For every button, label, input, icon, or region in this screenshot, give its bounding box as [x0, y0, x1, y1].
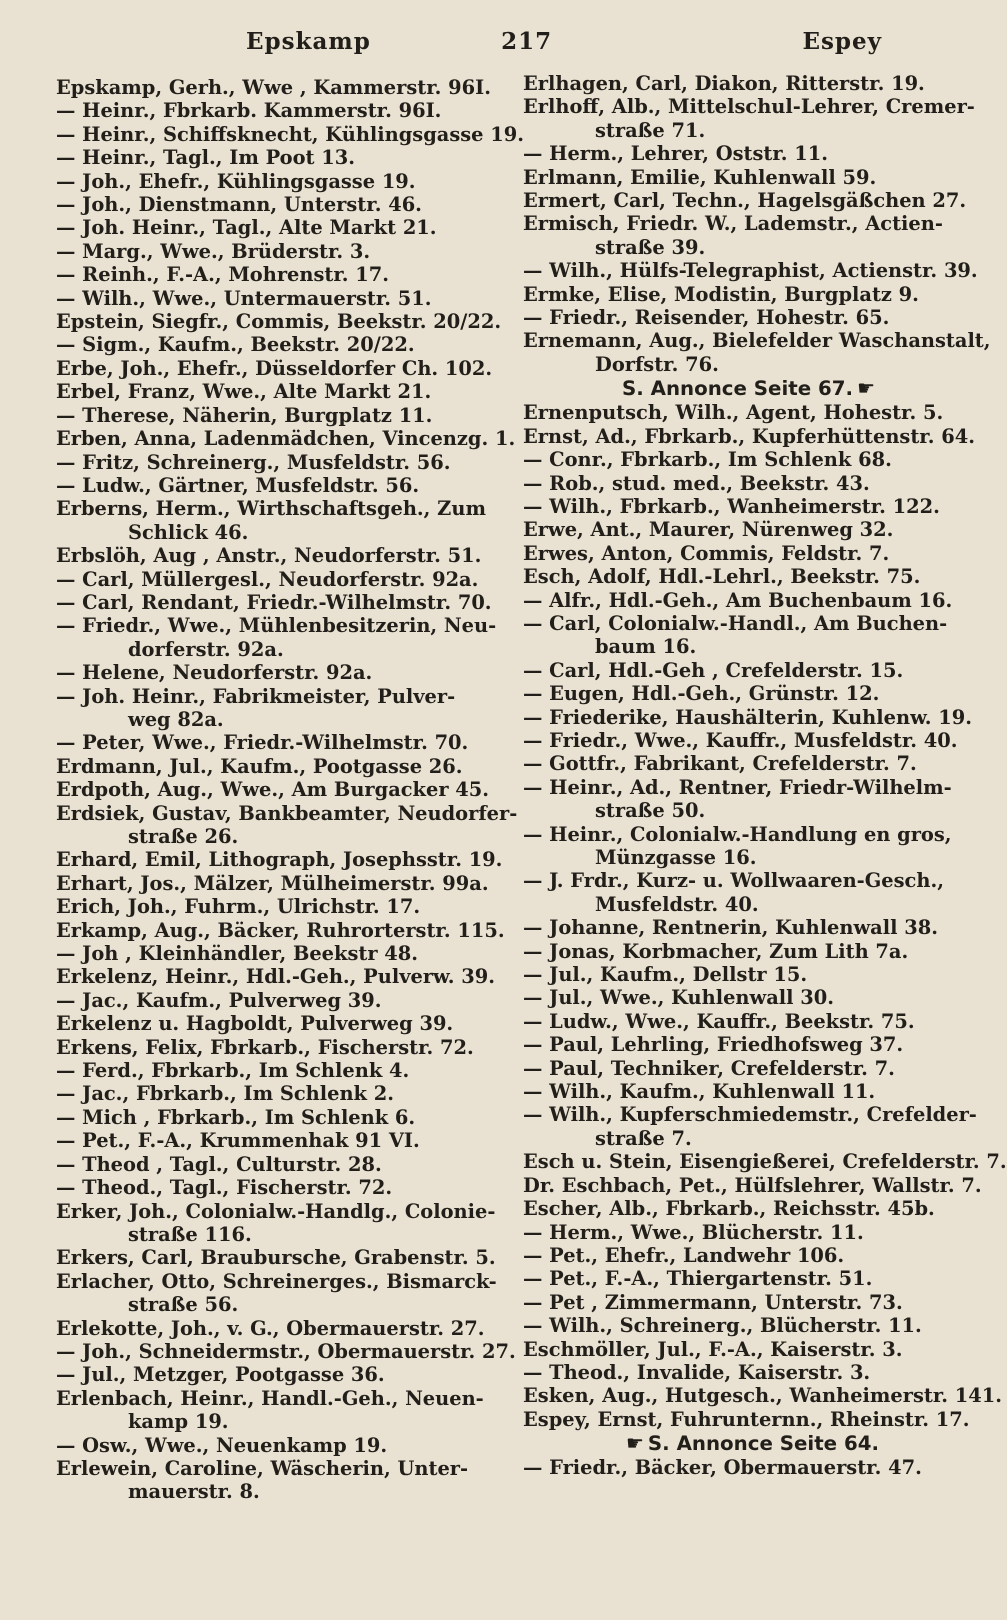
directory-entry — [56, 357, 491, 380]
entry-text: — Pet., F.-A., Krummenhak 91 VI. — [56, 1129, 420, 1153]
directory-entry — [56, 404, 491, 427]
directory-entry — [523, 1244, 958, 1267]
header-right-keyword: Espey — [802, 28, 882, 55]
directory-entry — [523, 495, 958, 518]
directory-entry — [523, 189, 967, 213]
entry-text: Ermke, Elise, Modistin, Burgplatz 9. — [523, 282, 919, 306]
directory-entry — [523, 1221, 958, 1244]
entry-text: — Ferd., Fbrkarb., Im Schlenk 4. — [56, 1059, 410, 1083]
entry-text: Ernemann, Aug., Bielefelder Waschanstalt, — [523, 329, 991, 353]
pointing-hand-icon: ☛ — [625, 1431, 644, 1456]
entry-text: — Herm., Wwe., Blücherstr. 11. — [523, 1220, 864, 1244]
entry-text: Esch u. Stein, Eisengießerei, Crefelderstr. 7. — [523, 1150, 1007, 1174]
entry-text: Erbe, Joh., Ehefr., Düsseldorfer Ch. 102. — [56, 356, 493, 380]
directory-entry — [523, 448, 958, 471]
entry-text: — Alfr., Hdl.-Geh., Am Buchenbaum 16. — [523, 588, 953, 612]
directory-entry — [56, 1153, 491, 1176]
entry-text: — Marg., Wwe., Brüderstr. 3. — [56, 239, 371, 263]
directory-entry — [56, 731, 491, 754]
directory-entry — [56, 1363, 491, 1386]
directory-entry — [523, 72, 958, 95]
entry-text: Erwe, Ant., Maurer, Nürenweg 32. — [523, 518, 894, 542]
entry-text: — Heinr., Ad., Rentner, Friedr-Wilhelm- — [523, 775, 952, 799]
entry-text: — Heinr., Colonialw.-Handlung en gros, — [523, 822, 952, 846]
entry-text: — Carl, Colonialw.-Handl., Am Buchen- — [523, 611, 948, 635]
directory-entry — [56, 263, 491, 286]
directory-entry — [523, 916, 958, 939]
entry-continuation: Musfeldstr. 40. — [595, 892, 759, 916]
directory-entry — [56, 99, 491, 122]
entry-text: — Osw., Wwe., Neuenkamp 19. — [56, 1433, 388, 1457]
directory-entry — [56, 76, 491, 99]
directory-entry — [523, 729, 958, 752]
directory-entry — [56, 1269, 497, 1317]
entry-continuation: straße 56. — [128, 1293, 239, 1317]
directory-entry — [523, 823, 958, 870]
entry-text: Ernst, Ad., Fbrkarb., Kupferhüttenstr. 64. — [523, 424, 975, 448]
entry-text: — Friederike, Haushälterin, Kuhlenw. 19. — [523, 705, 973, 729]
entry-text: Erlekotte, Joh., v. G., Obermauerstr. 27. — [56, 1316, 485, 1340]
entry-text: — Johanne, Rentnerin, Kuhlenwall 38. — [523, 916, 938, 940]
directory-entry — [523, 940, 958, 963]
entry-text: Erkens, Felix, Fbrkarb., Fischerstr. 72. — [56, 1035, 474, 1059]
directory-entry — [523, 1291, 958, 1314]
entry-text: — Peter, Wwe., Friedr.-Wilhelmstr. 70. — [56, 731, 469, 755]
entry-text: Erkelenz u. Hagboldt, Pulverweg 39. — [56, 1012, 454, 1036]
entry-text: — Joh. Heinr., Fabrikmeister, Pulver- — [56, 684, 456, 708]
entry-text: — Wilh., Fbrkarb., Wanheimerstr. 122. — [523, 494, 940, 518]
entry-text: — Theod., Tagl., Fischerstr. 72. — [56, 1176, 393, 1200]
entry-continuation: baum 16. — [595, 635, 697, 659]
directory-entry — [56, 1317, 491, 1340]
entry-text: Erlewein, Caroline, Wäscherin, Unter- — [56, 1456, 469, 1480]
entry-text: — Joh , Kleinhändler, Beekstr 48. — [56, 942, 419, 966]
entry-text: Epskamp, Gerh., Wwe , Kammerstr. 96I. — [56, 76, 491, 99]
entry-text: — Friedr., Wwe., Kauffr., Musfeldstr. 40. — [523, 728, 958, 752]
right-column — [523, 72, 1007, 1504]
entry-text: — Paul, Lehrling, Friedhofsweg 37. — [523, 1033, 904, 1057]
directory-entry — [56, 755, 491, 778]
entry-continuation: straße 50. — [595, 799, 706, 823]
entry-text: — Friedr., Bäcker, Obermauerstr. 47. — [523, 1456, 922, 1480]
entry-continuation: kamp 19. — [128, 1410, 229, 1434]
entry-text: Erwes, Anton, Commis, Feldstr. 7. — [523, 541, 890, 565]
entry-text: Erbslöh, Aug , Anstr., Neudorferstr. 51. — [56, 544, 482, 568]
entry-text: Erdsiek, Gustav, Bankbeamter, Neudorfer- — [56, 801, 518, 825]
annonce-reference — [523, 376, 958, 401]
entry-text: — Jul., Kaufm., Dellstr 15. — [523, 963, 808, 987]
directory-entry — [523, 1384, 1003, 1408]
directory-entry — [523, 1150, 1007, 1174]
entry-text: — Carl, Müllergesl., Neudorferstr. 92a. — [56, 567, 479, 591]
entry-text: — Pet., F.-A., Thiergartenstr. 51. — [523, 1267, 873, 1291]
directory-entry — [56, 193, 491, 216]
page-number: 217 — [501, 28, 553, 55]
entry-text: — Carl, Rendant, Friedr.-Wilhelmstr. 70. — [56, 590, 492, 614]
annonce-reference — [523, 1431, 958, 1456]
header-left-keyword: Epskamp — [246, 28, 371, 55]
annonce-text: S. Annonce Seite 64. — [647, 1432, 879, 1456]
directory-entry — [56, 380, 491, 403]
directory-entry — [56, 568, 491, 591]
entry-continuation: straße 26. — [128, 825, 239, 848]
directory-entry — [523, 1080, 958, 1103]
directory-entry — [523, 329, 991, 376]
entry-text: — Wilh., Kaufm., Kuhlenwall 11. — [523, 1080, 876, 1104]
directory-entry — [56, 1059, 491, 1082]
entry-text: — Therese, Näherin, Burgplatz 11. — [56, 403, 433, 427]
entry-text: — Joh., Schneidermstr., Obermauerstr. 27. — [56, 1339, 516, 1363]
entry-text: Esch, Adolf, Hdl.-Lehrl., Beekstr. 75. — [523, 565, 921, 589]
entry-continuation: dorferstr. 92a. — [128, 637, 284, 661]
directory-entry — [523, 589, 958, 612]
entry-text: — Rob., stud. med., Beekstr. 43. — [523, 471, 870, 495]
entry-text: Erlhoff, Alb., Mittelschul-Lehrer, Cremer- — [523, 95, 975, 119]
directory-entry — [56, 474, 491, 497]
entry-text: — Jul., Metzger, Pootgasse 36. — [56, 1363, 385, 1387]
entry-continuation: Schlick 46. — [128, 520, 249, 544]
entry-text: — J. Frdr., Kurz- u. Wollwaaren-Gesch., — [523, 869, 944, 893]
directory-entry — [523, 306, 958, 329]
entry-text: — Ludw., Wwe., Kauffr., Beekstr. 75. — [523, 1009, 915, 1033]
directory-entry — [56, 1246, 496, 1270]
directory-entry — [523, 518, 958, 541]
entry-continuation: Dorfstr. 76. — [595, 352, 719, 376]
entry-text: — Carl, Hdl.-Geh , Crefelderstr. 15. — [523, 658, 904, 682]
entry-text: Erker, Joh., Colonialw.-Handlg., Colonie- — [56, 1199, 496, 1223]
entry-text: Ermisch, Friedr. W., Lademstr., Actien- — [523, 212, 943, 236]
entry-text: — Theod , Tagl., Culturstr. 28. — [56, 1152, 382, 1176]
directory-entry — [56, 1434, 491, 1457]
entry-text: Erdpoth, Aug., Wwe., Am Burgacker 45. — [56, 778, 490, 802]
entry-text: — Theod., Invalide, Kaiserstr. 3. — [523, 1360, 871, 1384]
entry-text: — Jac., Fbrkarb., Im Schlenk 2. — [56, 1082, 394, 1106]
directory-entry — [56, 848, 503, 872]
directory-entry — [56, 989, 491, 1012]
directory-entry — [523, 659, 958, 682]
entry-text: Eschmöller, Jul., F.-A., Kaiserstr. 3. — [523, 1337, 903, 1361]
left-column — [56, 72, 524, 1504]
entry-text: — Joh., Ehefr., Kühlingsgasse 19. — [56, 169, 416, 193]
directory-entry — [56, 1387, 491, 1434]
directory-entry — [56, 1106, 491, 1129]
pointing-hand-icon: ☛ — [857, 376, 875, 401]
directory-entry — [523, 1010, 958, 1033]
directory-entry — [523, 142, 958, 165]
directory-entry — [523, 963, 958, 986]
directory-entry — [523, 1361, 958, 1384]
directory-entry — [523, 1456, 958, 1479]
entry-text: — Reinh., F.-A., Mohrenstr. 17. — [56, 263, 390, 287]
entry-text: Erkamp, Aug., Bäcker, Ruhrorterstr. 115. — [56, 918, 505, 942]
directory-entry — [56, 661, 491, 684]
directory-entry — [56, 122, 524, 146]
entry-text: Erdmann, Jul., Kaufm., Pootgasse 26. — [56, 754, 463, 778]
directory-entry — [523, 95, 975, 142]
directory-entry — [56, 1082, 491, 1105]
entry-text: — Herm., Lehrer, Oststr. 11. — [523, 142, 829, 166]
entry-continuation: Münzgasse 16. — [595, 846, 757, 869]
entry-text: — Jac., Kaufm., Pulverweg 39. — [56, 988, 382, 1012]
directory-entry — [523, 1197, 958, 1220]
directory-entry — [56, 801, 518, 849]
directory-entry — [56, 216, 491, 239]
entry-text: — Paul, Techniker, Crefelderstr. 7. — [523, 1056, 895, 1080]
directory-entry — [56, 918, 505, 942]
entry-text: — Ludw., Gärtner, Musfeldstr. 56. — [56, 473, 420, 497]
entry-text: — Jonas, Korbmacher, Zum Lith 7a. — [523, 939, 909, 963]
directory-entry — [56, 544, 491, 567]
directory-entry — [523, 542, 958, 565]
entry-text: — Helene, Neudorferstr. 92a. — [56, 661, 373, 685]
entry-text: — Sigm., Kaufm., Beekstr. 20/22. — [56, 333, 415, 357]
entry-text: — Gottfr., Fabrikant, Crefelderstr. 7. — [523, 752, 917, 776]
directory-entry — [56, 146, 491, 169]
directory-entry — [523, 705, 973, 729]
entry-continuation: straße 7. — [595, 1126, 692, 1150]
directory-entry — [523, 1267, 958, 1290]
directory-entry — [523, 259, 978, 283]
directory-entry — [523, 565, 958, 588]
entry-text: Erkelenz, Heinr., Hdl.-Geh., Pulverw. 39. — [56, 965, 496, 989]
entry-text: Erben, Anna, Ladenmädchen, Vincenzg. 1. — [56, 427, 516, 451]
directory-entry — [523, 472, 958, 495]
directory-entry — [523, 1057, 958, 1080]
directory-entry — [523, 752, 958, 775]
directory-entry — [56, 287, 491, 310]
directory-entry — [523, 1338, 958, 1361]
entry-text: Espey, Ernst, Fuhrunternn., Rheinstr. 17. — [523, 1407, 970, 1431]
directory-entry — [56, 1012, 491, 1035]
entry-text: Erhart, Jos., Mälzer, Mülheimerstr. 99a. — [56, 871, 489, 895]
directory-entry — [523, 1407, 970, 1431]
directory-entry — [56, 1129, 491, 1152]
directory-entry — [523, 869, 958, 916]
entry-text: Esken, Aug., Hutgesch., Wanheimerstr. 141. — [523, 1384, 1003, 1408]
entry-text: Escher, Alb., Fbrkarb., Reichsstr. 45b. — [523, 1197, 935, 1221]
directory-entry — [56, 1457, 491, 1504]
directory-entry — [523, 401, 958, 424]
entry-text: Dr. Eschbach, Pet., Hülfslehrer, Wallstr. 7. — [523, 1173, 982, 1197]
entry-text: Erbel, Franz, Wwe., Alte Markt 21. — [56, 380, 432, 404]
entry-text: — Wilh., Hülfs-Telegraphist, Actienstr. 39. — [523, 259, 978, 283]
entry-text: — Wilh., Wwe., Untermauerstr. 51. — [56, 286, 432, 310]
entry-text: — Jul., Wwe., Kuhlenwall 30. — [523, 986, 834, 1010]
entry-text: Erlmann, Emilie, Kuhlenwall 59. — [523, 165, 877, 189]
directory-entry — [523, 166, 958, 189]
entry-text: — Pet., Ehefr., Landwehr 106. — [523, 1243, 845, 1267]
entry-text: Erhard, Emil, Lithograph, Josephsstr. 19. — [56, 848, 503, 872]
directory-entry — [523, 986, 958, 1009]
entry-continuation: mauerstr. 8. — [128, 1480, 260, 1504]
directory-entry — [56, 685, 491, 732]
entry-continuation: straße 39. — [595, 235, 706, 259]
directory-entry — [56, 965, 496, 989]
entry-text: — Heinr., Schiffsknecht, Kühlingsgasse 19. — [56, 122, 524, 146]
annonce-text: S. Annonce Seite 67. — [621, 377, 854, 401]
directory-entry — [523, 682, 958, 705]
directory-entry — [56, 1339, 516, 1363]
entry-text: Epstein, Siegfr., Commis, Beekstr. 20/22. — [56, 310, 502, 334]
entry-text: — Fritz, Schreinerg., Musfeldstr. 56. — [56, 450, 451, 474]
directory-entry — [56, 170, 491, 193]
entry-text: Ermert, Carl, Techn., Hagelsgäßchen 27. — [523, 189, 967, 213]
directory-entry — [56, 1176, 491, 1199]
directory-entry — [56, 1036, 491, 1059]
directory-entry — [523, 1033, 958, 1056]
entry-text: — Wilh., Schreinerg., Blücherstr. 11. — [523, 1314, 922, 1338]
entry-text: Erberns, Herm., Wirthschaftsgeh., Zum — [56, 497, 486, 521]
directory-entry — [523, 1173, 982, 1197]
directory-entry — [56, 451, 491, 474]
entry-text: — Mich , Fbrkarb., Im Schlenk 6. — [56, 1105, 416, 1129]
directory-entry — [56, 872, 491, 895]
entry-text: — Conr., Fbrkarb., Im Schlenk 68. — [523, 448, 892, 472]
directory-entry — [56, 778, 491, 801]
entry-text: — Friedr., Wwe., Mühlenbesitzerin, Neu- — [56, 614, 497, 638]
directory-entry — [523, 212, 958, 259]
directory-entry — [56, 591, 491, 614]
entry-text: — Wilh., Kupferschmiedemstr., Crefelder- — [523, 1103, 977, 1127]
entry-text: — Heinr., Fbrkarb. Kammerstr. 96I. — [56, 99, 442, 123]
directory-entry — [523, 283, 958, 306]
entry-continuation: straße 116. — [128, 1222, 252, 1246]
directory-entry — [56, 240, 491, 263]
directory-entry — [523, 424, 975, 448]
entry-continuation: straße 71. — [595, 118, 706, 142]
entry-text: — Heinr., Tagl., Im Poot 13. — [56, 146, 355, 170]
entry-text: Erich, Joh., Fuhrm., Ulrichstr. 17. — [56, 895, 421, 919]
directory-entry — [56, 942, 491, 965]
entry-text: Erkers, Carl, Braubursche, Grabenstr. 5. — [56, 1246, 496, 1270]
directory-entry — [56, 614, 497, 661]
entry-text: — Eugen, Hdl.-Geh., Grünstr. 12. — [523, 682, 880, 706]
entry-continuation: weg 82a. — [128, 707, 224, 731]
directory-entry — [56, 1199, 496, 1247]
directory-entry — [56, 333, 491, 356]
entry-text: Ernenputsch, Wilh., Agent, Hohestr. 5. — [523, 401, 944, 425]
directory-entry — [56, 895, 491, 918]
entry-text: Erlenbach, Heinr., Handl.-Geh., Neuen- — [56, 1386, 484, 1410]
entry-text: — Friedr., Reisender, Hohestr. 65. — [523, 306, 890, 330]
page-header — [56, 28, 942, 72]
directory-entry — [523, 1314, 958, 1337]
entry-text: Erlacher, Otto, Schreinerges., Bismarck- — [56, 1269, 497, 1293]
directory-entry — [523, 776, 958, 823]
entry-text: — Joh. Heinr., Tagl., Alte Markt 21. — [56, 216, 437, 240]
entry-text: — Joh., Dienstmann, Unterstr. 46. — [56, 193, 422, 217]
directory-entry — [56, 427, 516, 451]
directory-entry — [56, 497, 491, 544]
directory-entry — [523, 612, 958, 659]
entry-text: Erlhagen, Carl, Diakon, Ritterstr. 19. — [523, 72, 925, 95]
entry-text: — Pet , Zimmermann, Unterstr. 73. — [523, 1290, 903, 1314]
directory-entry — [56, 310, 502, 334]
directory-entry — [523, 1103, 977, 1150]
